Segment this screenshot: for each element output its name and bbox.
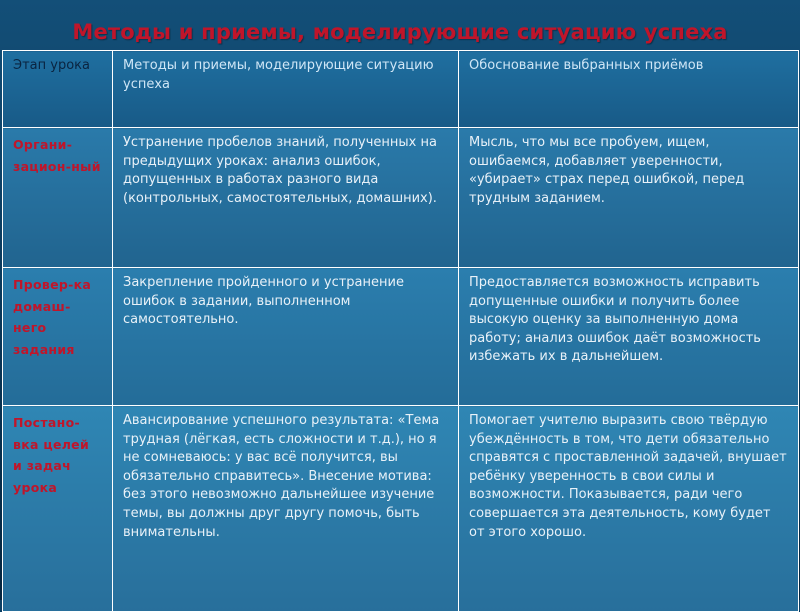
- column-header-reason: Обоснование выбранных приёмов: [459, 51, 799, 128]
- methods-cell: Авансирование успешного результата: «Тема трудная (лёгкая, есть сложности и т.д.), но я не сомневаюсь: у вас всё получится, вы обязательно справитесь». Внесение мотива: без этого невозможно дальнейшее изучение темы, вы должны друг другу помочь, быть внимательны.: [113, 406, 459, 612]
- table-header: [3, 51, 799, 128]
- methods-cell: Устранение пробелов знаний, полученных на предыдущих уроках: анализ ошибок, допущенных в работах разного вида (контрольных, самостоятельных, домашних).: [113, 128, 459, 268]
- slide-title: Методы и приемы, моделирующие ситуацию успеха: [72, 20, 728, 44]
- methods-cell: Закрепление пройденного и устранение ошибок в задании, выполненном самостоятельно.: [113, 268, 459, 406]
- methods-table: [2, 50, 799, 612]
- reason-cell: Предоставляется возможность исправить допущенные ошибки и получить более высокую оценку за выполненную дома работу; анализ ошибок даёт возможность избежать их в дальнейшем.: [459, 268, 799, 406]
- stage-cell: Органи-зацион-ный: [3, 128, 113, 268]
- table-row: [3, 268, 799, 406]
- reason-cell: Помогает учителю выразить свою твёрдую убеждённость в том, что дети обязательно справятся с проставленной задачей, внушает ребёнку уверенность в свои силы и возможности. Показывается, ради чего совершается эта деятельность, кому будет от этого хорошо.: [459, 406, 799, 612]
- table-row: [3, 128, 799, 268]
- table-body: [3, 128, 799, 612]
- column-header-stage: Этап урока: [3, 51, 113, 128]
- stage-cell: Постано-вка целей и задач урока: [3, 406, 113, 612]
- table-header-row: [3, 51, 799, 128]
- column-header-methods: Методы и приемы, моделирующие ситуацию успеха: [113, 51, 459, 128]
- table-row: [3, 406, 799, 612]
- stage-cell: Провер-ка домаш-него задания: [3, 268, 113, 406]
- reason-cell: Мысль, что мы все пробуем, ищем, ошибаемся, добавляет уверенности, «убирает» страх перед ошибкой, перед трудным заданием.: [459, 128, 799, 268]
